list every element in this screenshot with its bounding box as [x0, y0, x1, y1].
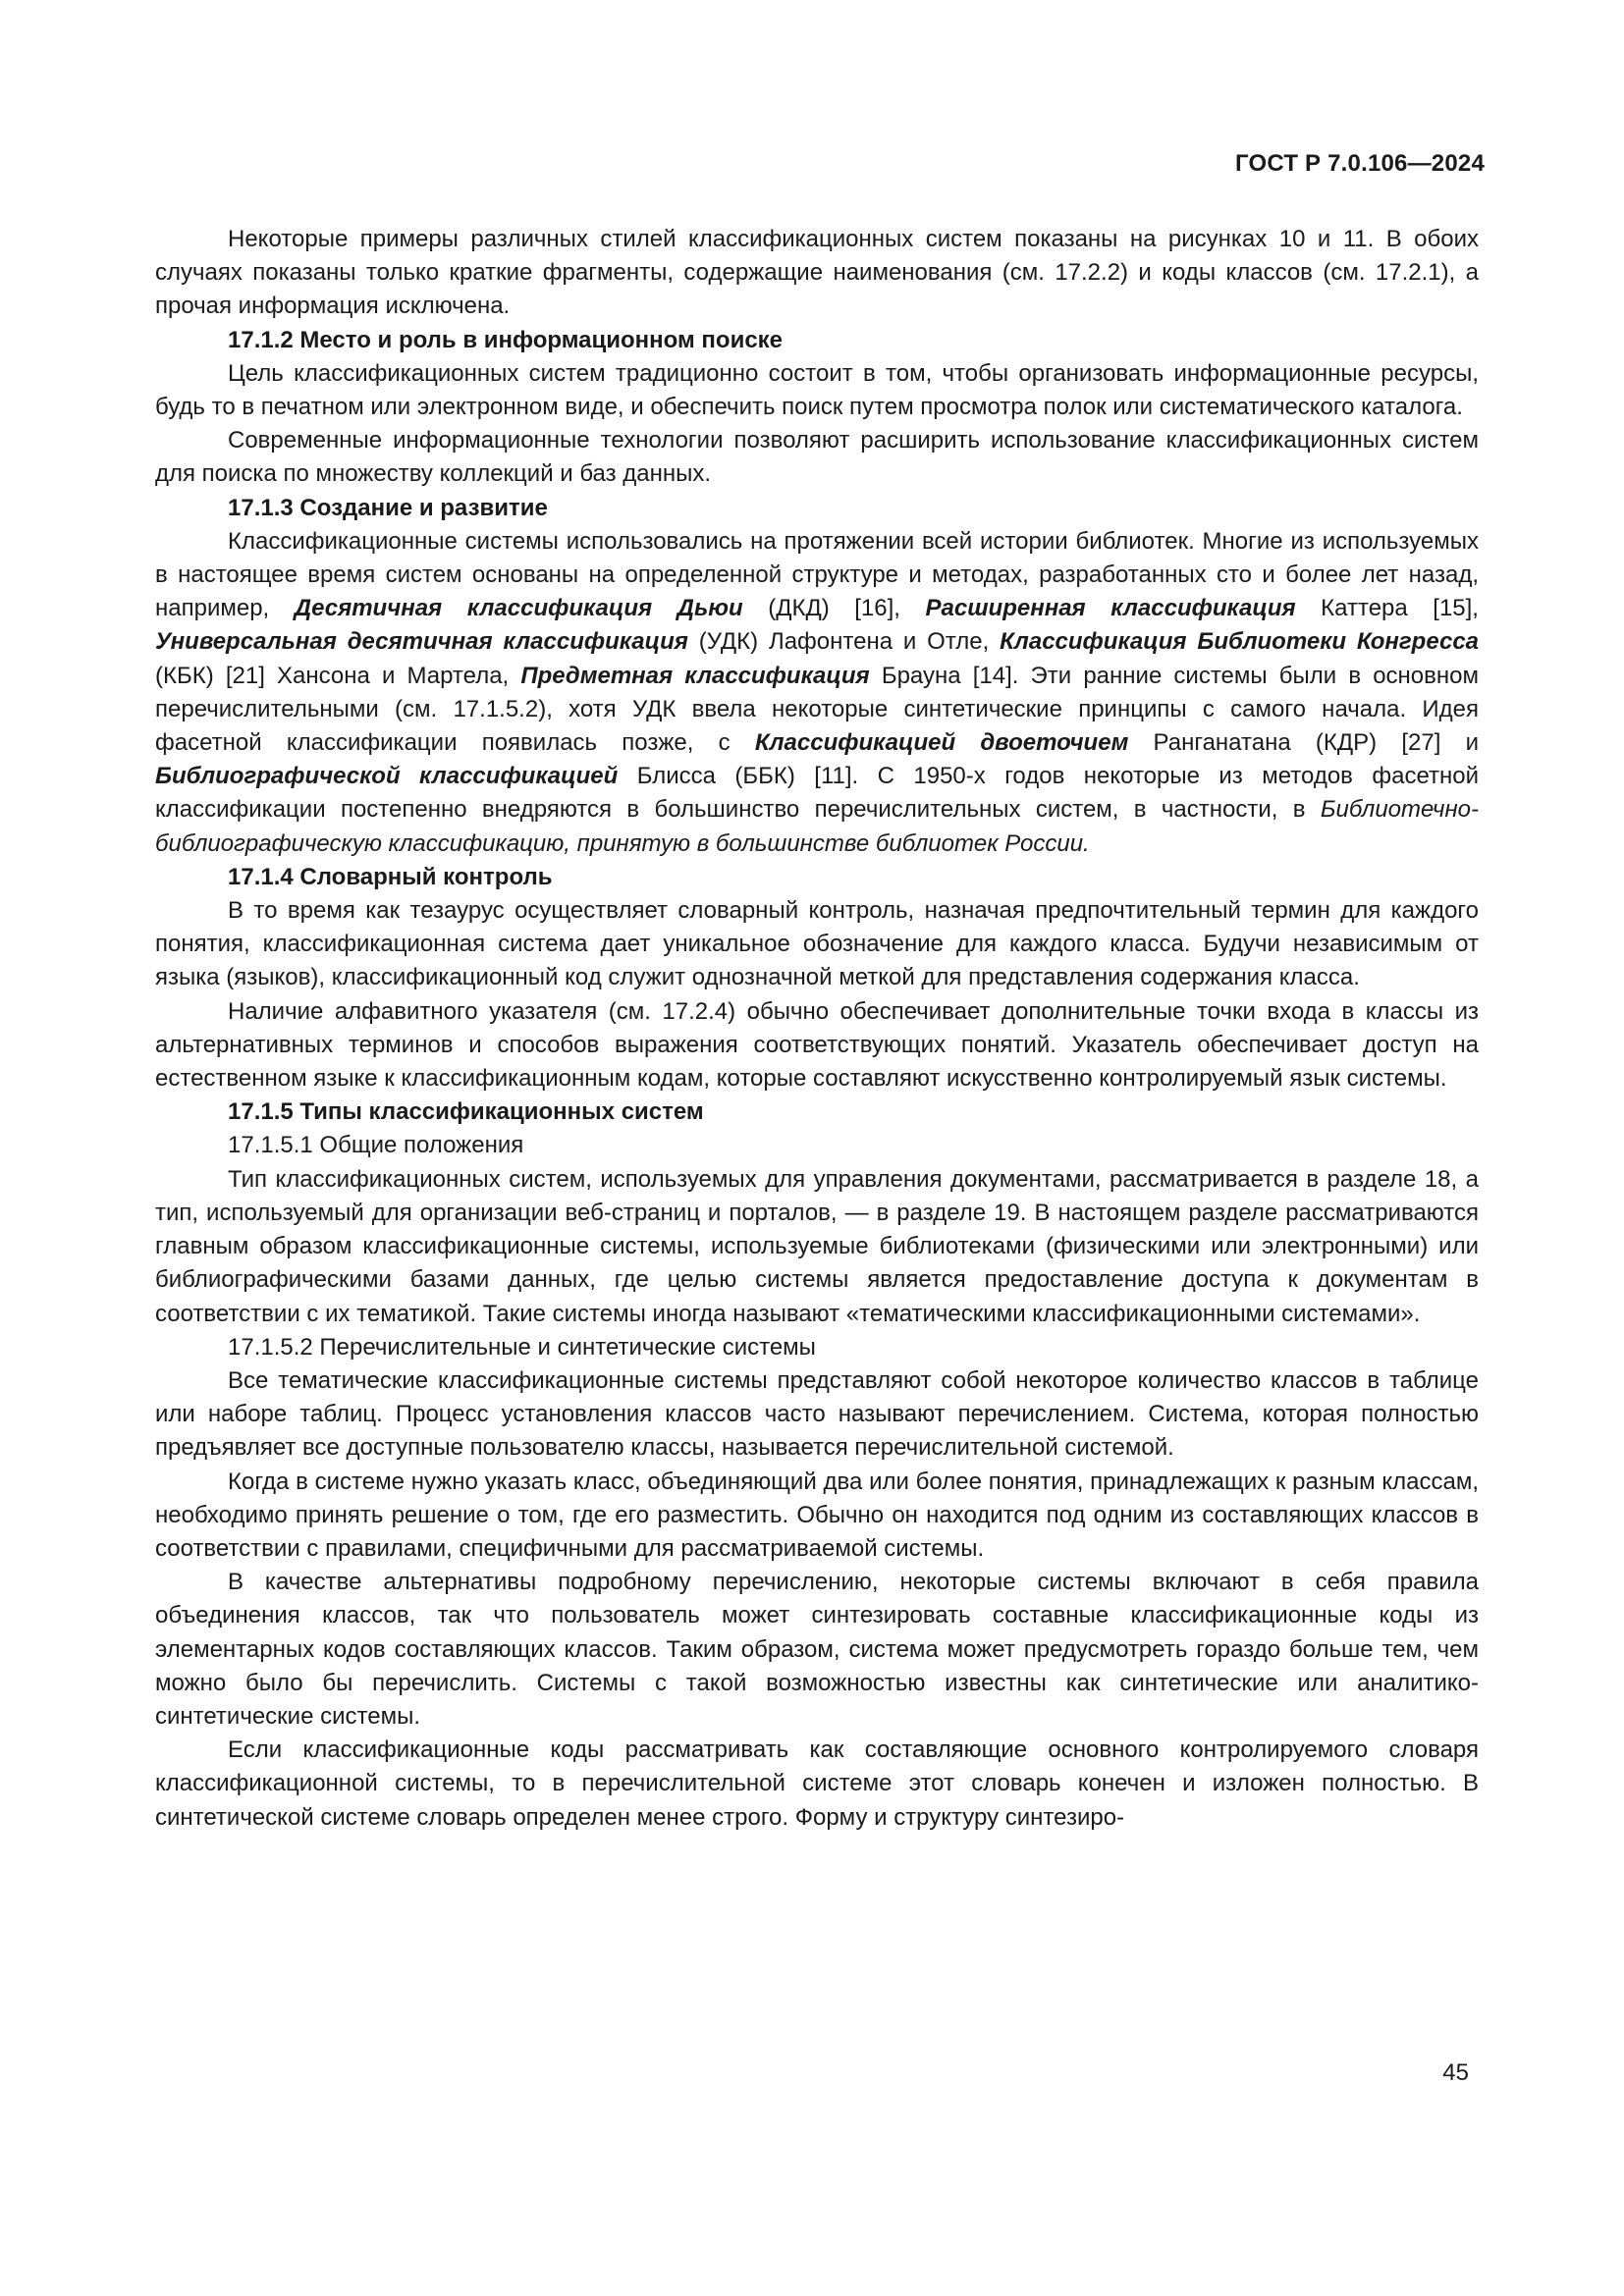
paragraph: [155, 525, 1479, 861]
classification-name: Десятичная классификация Дьюи: [294, 595, 743, 622]
paragraph: Наличие алфавитного указателя (см. 17.2.4) обычно обеспечивает дополнительные точки входа в классы из альтернативных терминов и способов выражения соответствующих понятий. Указатель обеспечивает доступ на естественном языке к классификационным кодам, которые составляют искусственно контролируемый язык системы.: [155, 997, 1479, 1093]
classification-name: Классификация Библиотеки Конгресса: [1000, 628, 1480, 656]
paragraph: В то время как тезаурус осуществляет словарный контроль, назначая предпочтительный термин для каждого понятия, классификационная система дает уникальное обозначение для каждого класса. Будучи независимым от языка (языков), классификационный код служит однозначной меткой для представления содержания класса.: [155, 897, 1479, 991]
text-run: (ДКД) [16],: [742, 595, 926, 622]
section-heading-17-1-4: 17.1.4 Словарный контроль: [228, 863, 553, 890]
classification-name: Классификацией двоеточием: [754, 729, 1129, 757]
paragraph: Если классификационные коды рассматривать как составляющие основного контролируемого словаря классификационной системы, то в перечислительной системе этот словарь конечен и изложен полностью. В синтетической системе словарь определен менее строго. Форму и структуру синтезиро-: [155, 1736, 1479, 1831]
classification-name: Библиографической классификацией: [155, 763, 619, 790]
paragraph: В качестве альтернативы подробному перечислению, некоторые системы включают в себя правила объединения классов, так что пользователь может синтезировать составные классификационные коды из элементарных кодов составляющих классов. Таким образом, система может предусмотреть гораздо больше тем, чем можно было бы перечислить. Системы с такой возможностью известны как синтетические или аналитико-синтетические системы.: [155, 1569, 1479, 1730]
text-run: (УДК) Лафонтена и Отле,: [687, 628, 1001, 656]
classification-name: Предметная классификация: [520, 662, 870, 689]
paragraph: Все тематические классификационные системы представляют собой некоторое количество классов в таблице или наборе таблиц. Процесс установления классов часто называют перечислением. Система, которая полностью предъявляет все доступные пользователю классы, называется перечислительной системой.: [155, 1366, 1479, 1462]
section-heading-17-1-2: 17.1.2 Место и роль в информационном поиске: [228, 326, 784, 353]
classification-name: Расширенная классификация: [925, 595, 1296, 622]
paragraph: Современные информационные технологии позволяют расширить использование классификационных систем для поиска по множеству коллекций и баз данных.: [155, 427, 1479, 488]
text-run: Брауна [14]. Эти ранние системы были в основном перечислительными (см. 17.1.5.2), хотя УДК ввела некоторые синтетические принципы с самого начала. Идея фасетной классификации появилась позже, с: [155, 662, 1480, 757]
paragraph: Тип классификационных систем, используемых для управления документами, рассматривается в разделе 18, а тип, используемый для организации веб-страниц и порталов, — в разделе 19. В настоящем разделе рассматриваются главным образом классификационные системы, используемые библиотеками (физическими или электронными) или библиографическими базами данных, где целью системы является предоставление доступа к документам в соответствии с их тематикой. Такие системы иногда называют «тематическими классификационными системами».: [155, 1165, 1479, 1327]
text-run: Каттера [15],: [1295, 595, 1479, 622]
subsection-heading-17-1-5-1: 17.1.5.1 Общие положения: [228, 1132, 524, 1159]
text-run: Ранганатана (КДР) [27] и: [1128, 729, 1479, 757]
text-run: Блисса (ББК) [11]. С 1950-х годов некоторые из методов фасетной классификации постепенно внедряются в большинство перечислительных систем, в частности, в: [155, 763, 1479, 824]
document-body: [155, 223, 1479, 1835]
paragraph: Цель классификационных систем традиционно состоит в том, чтобы организовать информационные ресурсы, будь то в печатном или электронном виде, и обеспечить поиск путем просмотра полок или систематического каталога.: [155, 359, 1479, 421]
text-run: Классификационные системы использовались на протяжении всей истории библиотек. Многие из используемых в настоящее время систем основаны на определенной структуре и методах, разработанных сто и более лет назад, например,: [155, 527, 1479, 622]
section-heading-17-1-5: 17.1.5 Типы классификационных систем: [228, 1098, 704, 1126]
classification-name: Универсальная десятичная классификация: [155, 628, 688, 656]
paragraph: Некоторые примеры различных стилей классификационных систем показаны на рисунках 10 и 11. В обоих случаях показаны только краткие фрагменты, содержащие наименования (см. 17.2.2) и коды классов (см. 17.2.1), а прочая информация исключена.: [155, 226, 1479, 320]
section-heading-17-1-3: 17.1.3 Создание и развитие: [228, 494, 548, 521]
subsection-heading-17-1-5-2: 17.1.5.2 Перечислительные и синтетические системы: [228, 1333, 816, 1361]
paragraph: Когда в системе нужно указать класс, объединяющий два или более понятия, принадлежащих к разным классам, необходимо принять решение о том, где его разместить. Обычно он находится под одним из составляющих классов в соответствии с правилами, специфичными для рассматриваемой системы.: [155, 1468, 1479, 1562]
text-run: (КБК) [21] Хансона и Мартела,: [155, 662, 521, 689]
page-number: 45: [1442, 2059, 1469, 2086]
document-header: ГОСТ Р 7.0.106—2024: [1235, 150, 1485, 177]
classification-name-italic: Библиотечно-библиографическую классификацию, принятую в большинстве библиотек России.: [155, 796, 1479, 857]
